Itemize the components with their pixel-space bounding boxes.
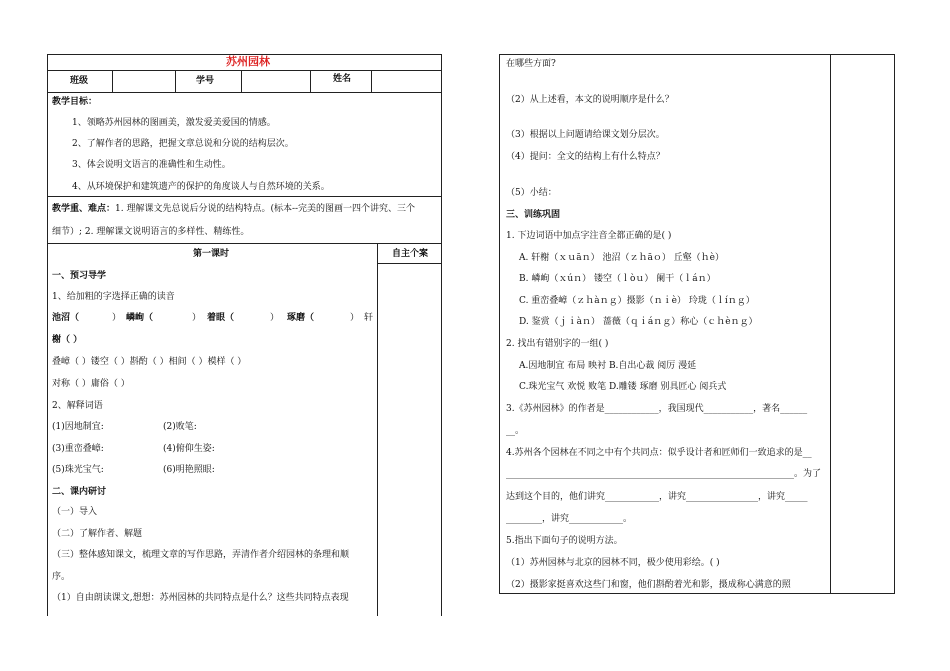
goal-item: 1、领略苏州园林的图画美，激发爱美爱国的情感。 — [72, 118, 276, 128]
goals-heading: 教学目标： — [52, 97, 98, 107]
table-border — [47, 196, 442, 197]
text-line: （2）从上述看，本文的说明顺序是什么？ — [506, 95, 674, 105]
text-line: 1. 下边词语中加点字注音全都正确的是( ) — [506, 231, 672, 241]
text-line: 4.苏州各个园林在不同之中有个共同点：似乎设计者和匠师们一致追求的是__ — [506, 448, 812, 458]
text-line: 在哪些方面? — [506, 59, 556, 69]
table-border — [499, 593, 895, 594]
text-line: 2. 找出有错别字的一组( ) — [506, 339, 609, 349]
step: （1）自由朗读课文,想想：苏州园林的共同特点是什么？这些共同特点表现 — [52, 593, 349, 603]
text-line: 3.《苏州园林》的作者是____________，我国现代___________，著名______ — [506, 404, 808, 414]
option-line: C.珠光宝气 欢悦 败笔 D.雕镂 琢磨 别具匠心 阅兵式 — [519, 382, 727, 392]
text-line: ________________________________________________________________。为了 — [506, 469, 822, 479]
table-border — [377, 263, 442, 264]
table-border — [47, 70, 442, 71]
table-border — [371, 70, 372, 92]
table-border — [499, 54, 500, 594]
section-heading: 一、预习导学 — [52, 271, 107, 281]
text-line: （5）小结： — [506, 188, 557, 198]
step: 序。 — [52, 572, 71, 582]
term: (4)俯仰生姿: — [163, 444, 215, 454]
lesson-label: 第一课时 — [193, 249, 230, 259]
key-heading: 教学重、难点： — [52, 204, 116, 214]
term: (1)因地制宜: — [52, 422, 104, 432]
goal-item: 2、了解作者的思路，把握文章总说和分说的结构层次。 — [72, 139, 294, 149]
table-border — [47, 92, 442, 93]
page-title: 苏州园林 — [226, 55, 270, 68]
pinyin-item: ） — [270, 313, 280, 323]
table-border — [47, 243, 442, 244]
question: 1、给加粗的字选择正确的读音 — [52, 292, 175, 302]
table-border — [310, 70, 311, 92]
text-line: （1）苏州园林与北京的园林不同，极少使用彩绘。( ) — [506, 558, 720, 568]
pinyin-item: 榭（ ） — [52, 335, 83, 345]
step: （一）导入 — [52, 507, 98, 517]
key-points — [52, 203, 415, 215]
term: (6)明艳照眼: — [163, 465, 215, 475]
option-line: D. 鉴赏（ｊｉàｎ） 蔷薇（ｑｉáｎｇ）称心（ｃｈèｎｇ） — [519, 317, 758, 327]
text-line: __。 — [506, 426, 525, 436]
key-line: 1. 理解课文先总说后分说的结构特点。(标本--完美的图画一四个讲究、三个 — [115, 204, 416, 214]
pinyin-item: ） — [112, 313, 122, 323]
text-line: ________，讲究____________。 — [506, 514, 633, 524]
name-label: 姓名 — [333, 74, 352, 84]
class-label: 班级 — [70, 76, 89, 86]
pinyin-item: 琢磨（ — [287, 313, 315, 323]
option-line: B. 嶙峋（ｘúｎ） 镂空（ｌòｕ） 阑干（ｌáｎ） — [519, 274, 716, 284]
question: 2、解释词语 — [52, 401, 103, 411]
pinyin-item: ） — [350, 313, 360, 323]
option-line: A. 轩榭（ｘｕāｎ） 池沼（ｚｈāｏ） 丘壑（ｈè） — [519, 253, 725, 263]
self-label: 自主个案 — [392, 249, 429, 259]
pinyin-item: 嶙峋（ — [126, 313, 154, 323]
table-border — [894, 54, 895, 594]
table-border — [47, 54, 48, 616]
text-line: （2）摄影家挺喜欢这些门和窗，他们斟酌着光和影，摄成称心满意的照 — [506, 580, 791, 590]
text-line: 达到这个目的，他们讲究____________，讲究________________，讲究_____ — [506, 492, 808, 502]
goal-item: 4、从环境保护和建筑遗产的保护的角度谈人与自然环境的关系。 — [72, 182, 330, 192]
pinyin-item: 着眼（ — [207, 313, 235, 323]
step: （二）了解作者、解题 — [52, 529, 143, 539]
key-line: 细节）; 2. 理解课文说明语言的多样性、精练性。 — [52, 227, 250, 237]
text-line: （4）提问：全文的结构上有什么特点？ — [506, 152, 665, 162]
table-border — [377, 243, 378, 616]
text-line: 5.指出下面句子的说明方法。 — [506, 536, 623, 546]
number-label: 学号 — [196, 76, 215, 86]
pinyin-item: 池沼（ — [52, 313, 80, 323]
section-heading: 二、课内研讨 — [52, 487, 107, 497]
text-line: （3）根据以上问题请给课文划分层次。 — [506, 130, 665, 140]
table-border — [499, 54, 895, 55]
pinyin-item: 轩 — [364, 313, 374, 323]
term: (2)败笔: — [163, 422, 197, 432]
pinyin-row: 叠嶂（ ）镂空（ ）斟酌（ ）相间（ ）模样（ ） — [52, 357, 247, 367]
option-line: A.因地制宜 布局 映衬 B.自出心裁 阅厉 漫延 — [519, 361, 697, 371]
table-border — [441, 54, 442, 616]
option-line: C. 重峦叠嶂（ｚｈàｎｇ）摄影（ｎｉè） 玲珑（ｌíｎｇ） — [519, 296, 755, 306]
section-heading: 三、训练巩固 — [506, 210, 561, 220]
term: (5)珠光宝气: — [52, 465, 104, 475]
table-border — [112, 70, 113, 92]
pinyin-row: 对称（ ）庸俗（ ） — [52, 379, 130, 389]
goal-item: 3、体会说明文语言的准确性和生动性。 — [72, 160, 231, 170]
pinyin-item: ） — [192, 313, 202, 323]
table-border — [830, 54, 831, 594]
table-border — [241, 70, 242, 92]
table-border — [175, 70, 176, 92]
term: (3)重峦叠嶂: — [52, 444, 104, 454]
step: （三）整体感知课文，梳理文章的写作思路，弄清作者介绍园林的条理和顺 — [52, 550, 350, 560]
